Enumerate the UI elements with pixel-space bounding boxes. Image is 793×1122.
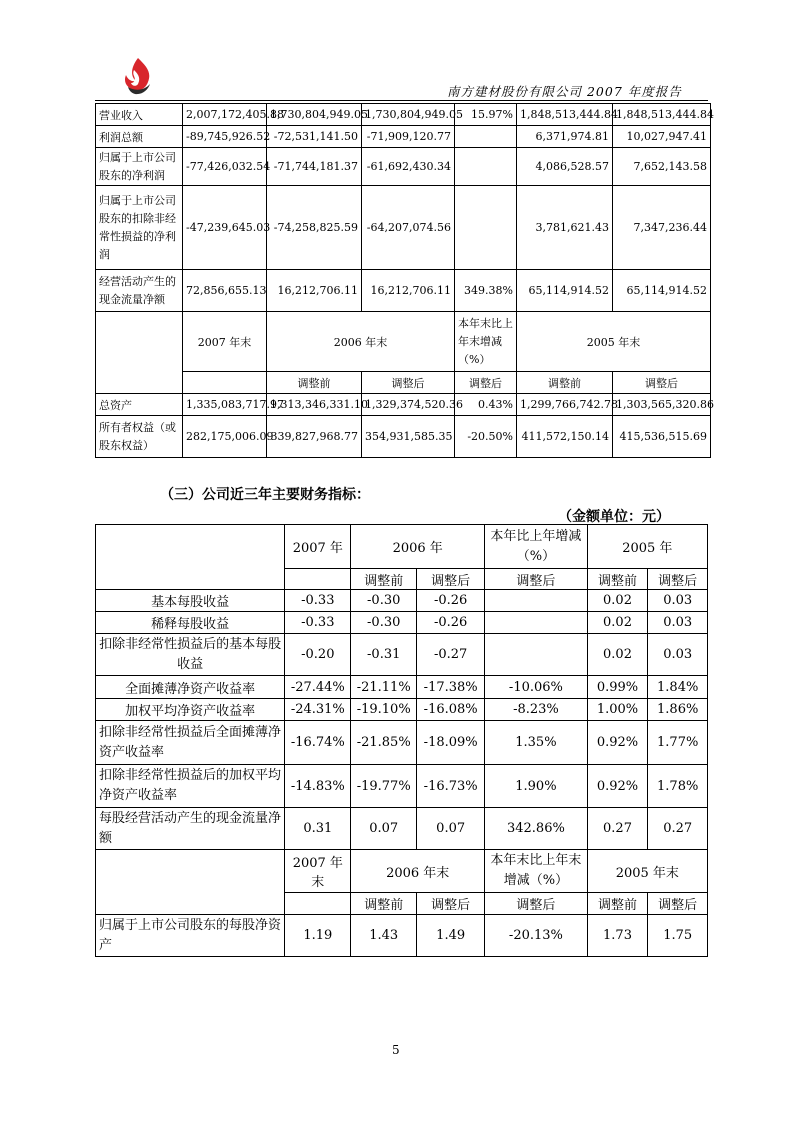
- empty-cell: [285, 569, 351, 590]
- table-row: [96, 148, 711, 186]
- unit-label: （金额单位：元）: [558, 509, 670, 525]
- cell-value: [455, 148, 517, 186]
- sub-header-after: 调整后: [455, 372, 517, 394]
- cell-value: -20.50%: [455, 416, 517, 458]
- row-label: 基本每股收益: [96, 590, 285, 612]
- cell-value: -17.38%: [417, 676, 485, 699]
- empty-corner-cell: [96, 525, 285, 590]
- cell-value: 0.02: [587, 634, 648, 676]
- cell-value: 1.90%: [485, 765, 588, 808]
- cell-value: 339,827,968.77: [267, 416, 362, 458]
- cell-value: -19.10%: [351, 699, 417, 721]
- row-label: 营业收入: [96, 104, 183, 126]
- empty-corner-cell: [96, 850, 285, 915]
- cell-value: -74,258,825.59: [267, 186, 362, 270]
- page-number: 5: [392, 1043, 400, 1057]
- empty-cell: [285, 893, 351, 915]
- cell-value: [455, 126, 517, 148]
- table-row: [96, 676, 708, 699]
- cell-value: 0.07: [351, 808, 417, 850]
- row-label: 归属于上市公司股东的扣除非经常性损益的净利润: [96, 186, 183, 270]
- table-row: [96, 765, 708, 808]
- cell-value: 16,212,706.11: [362, 270, 455, 312]
- cell-value: 1.49: [417, 915, 485, 957]
- financial-indicators-table: [95, 524, 708, 957]
- empty-cell: [183, 372, 267, 394]
- table-row: [96, 186, 711, 270]
- report-header-title: 南方建材股份有限公司 2007 年度报告: [447, 84, 682, 99]
- cell-value: 0.03: [648, 612, 708, 634]
- cell-value: 0.31: [285, 808, 351, 850]
- header-divider: [95, 100, 708, 101]
- cell-value: 1.19: [285, 915, 351, 957]
- cell-value: 1,848,513,444.84: [613, 104, 711, 126]
- cell-value: [485, 634, 588, 676]
- cell-value: 1.86%: [648, 699, 708, 721]
- cell-value: 4,086,528.57: [517, 148, 613, 186]
- row-label: 扣除非经常性损益后的基本每股收益: [96, 634, 285, 676]
- cell-value: 1,303,565,320.86: [613, 394, 711, 416]
- cell-value: 1,848,513,444.84: [517, 104, 613, 126]
- cell-value: -24.31%: [285, 699, 351, 721]
- cell-value: 354,931,585.35: [362, 416, 455, 458]
- sub-header-row: [96, 372, 711, 394]
- cell-value: 15.97%: [455, 104, 517, 126]
- cell-value: 16,212,706.11: [267, 270, 362, 312]
- cell-value: 1.84%: [648, 676, 708, 699]
- cell-value: 1,335,083,717.97: [183, 394, 267, 416]
- sub-header-after: 调整后: [362, 372, 455, 394]
- cell-value: -0.33: [285, 590, 351, 612]
- cell-value: 282,175,006.09: [183, 416, 267, 458]
- column-header-2006: 2006 年末: [267, 312, 455, 372]
- sub-header-before: 调整前: [517, 372, 613, 394]
- cell-value: 7,652,143.58: [613, 148, 711, 186]
- cell-value: 0.43%: [455, 394, 517, 416]
- cell-value: 1.43: [351, 915, 417, 957]
- column-header-2006: 2006 年末: [351, 850, 485, 893]
- cell-value: 0.03: [648, 634, 708, 676]
- sub-header-before: 调整前: [587, 569, 648, 590]
- company-logo-icon: [118, 56, 158, 96]
- cell-value: 0.02: [587, 590, 648, 612]
- table-row: [96, 590, 708, 612]
- period-header-row: [96, 312, 711, 372]
- period-header-row: [96, 850, 708, 893]
- cell-value: -72,531,141.50: [267, 126, 362, 148]
- cell-value: 411,572,150.14: [517, 416, 613, 458]
- cell-value: -27.44%: [285, 676, 351, 699]
- cell-value: 0.92%: [587, 721, 648, 765]
- cell-value: -71,744,181.37: [267, 148, 362, 186]
- sub-header-after: 调整后: [648, 569, 708, 590]
- cell-value: -64,207,074.56: [362, 186, 455, 270]
- cell-value: -10.06%: [485, 676, 588, 699]
- cell-value: 3,781,621.43: [517, 186, 613, 270]
- table-row: [96, 126, 711, 148]
- cell-value: [455, 186, 517, 270]
- row-label: 总资产: [96, 394, 183, 416]
- row-label: 归属于上市公司股东的净利润: [96, 148, 183, 186]
- column-header-2007: 2007 年末: [183, 312, 267, 372]
- column-header-2005: 2005 年: [587, 525, 707, 569]
- cell-value: 0.27: [648, 808, 708, 850]
- cell-value: -16.74%: [285, 721, 351, 765]
- table-row: [96, 699, 708, 721]
- cell-value: -16.08%: [417, 699, 485, 721]
- sub-header-after: 调整后: [417, 569, 485, 590]
- column-header-change: 本年末比上年末增减（%）: [485, 850, 588, 893]
- cell-value: -0.27: [417, 634, 485, 676]
- cell-value: 72,856,655.13: [183, 270, 267, 312]
- sub-header-before: 调整前: [587, 893, 648, 915]
- cell-value: -14.83%: [285, 765, 351, 808]
- cell-value: 65,114,914.52: [517, 270, 613, 312]
- cell-value: 342.86%: [485, 808, 588, 850]
- cell-value: 2,007,172,405.88: [183, 104, 267, 126]
- sub-header-after: 调整后: [613, 372, 711, 394]
- row-label: 每股经营活动产生的现金流量净额: [96, 808, 285, 850]
- cell-value: -18.09%: [417, 721, 485, 765]
- table-row: [96, 612, 708, 634]
- cell-value: 1,730,804,949.05: [267, 104, 362, 126]
- cell-value: 0.92%: [587, 765, 648, 808]
- cell-value: [485, 612, 588, 634]
- row-label: 扣除非经常性损益后全面摊薄净资产收益率: [96, 721, 285, 765]
- column-header-change: 本年比上年增减（%）: [485, 525, 588, 569]
- table-row: [96, 270, 711, 312]
- table-row: [96, 721, 708, 765]
- cell-value: -0.30: [351, 612, 417, 634]
- row-label: 稀释每股收益: [96, 612, 285, 634]
- cell-value: -47,239,645.03: [183, 186, 267, 270]
- cell-value: 0.07: [417, 808, 485, 850]
- cell-value: -0.26: [417, 612, 485, 634]
- cell-value: -0.26: [417, 590, 485, 612]
- cell-value: 1.00%: [587, 699, 648, 721]
- section-title: （三）公司近三年主要财务指标：: [160, 487, 370, 503]
- cell-value: 7,347,236.44: [613, 186, 711, 270]
- cell-value: -0.33: [285, 612, 351, 634]
- cell-value: 1,329,374,520.36: [362, 394, 455, 416]
- column-header-change: 本年末比上年末增减（%）: [455, 312, 517, 372]
- table-row: [96, 808, 708, 850]
- sub-header-before: 调整前: [351, 569, 417, 590]
- cell-value: -0.20: [285, 634, 351, 676]
- cell-value: -89,745,926.52: [183, 126, 267, 148]
- cell-value: -21.11%: [351, 676, 417, 699]
- empty-corner-cell: [96, 312, 183, 394]
- cell-value: -0.31: [351, 634, 417, 676]
- column-header-2007: 2007 年: [285, 525, 351, 569]
- cell-value: 1,730,804,949.05: [362, 104, 455, 126]
- table-row: [96, 394, 711, 416]
- cell-value: 65,114,914.52: [613, 270, 711, 312]
- column-header-2005: 2005 年末: [517, 312, 711, 372]
- cell-value: 349.38%: [455, 270, 517, 312]
- sub-header-after: 调整后: [485, 893, 588, 915]
- cell-value: 1.77%: [648, 721, 708, 765]
- cell-value: 10,027,947.41: [613, 126, 711, 148]
- row-label: 利润总额: [96, 126, 183, 148]
- cell-value: 0.02: [587, 612, 648, 634]
- cell-value: -19.77%: [351, 765, 417, 808]
- sub-header-after: 调整后: [485, 569, 588, 590]
- column-header-2007: 2007 年末: [285, 850, 351, 893]
- sub-header-before: 调整前: [267, 372, 362, 394]
- cell-value: -71,909,120.77: [362, 126, 455, 148]
- cell-value: 0.03: [648, 590, 708, 612]
- cell-value: -21.85%: [351, 721, 417, 765]
- cell-value: -16.73%: [417, 765, 485, 808]
- row-label: 所有者权益（或股东权益）: [96, 416, 183, 458]
- sub-header-before: 调整前: [351, 893, 417, 915]
- cell-value: 6,371,974.81: [517, 126, 613, 148]
- financial-data-table: [95, 103, 714, 458]
- cell-value: -61,692,430.34: [362, 148, 455, 186]
- cell-value: 1.73: [587, 915, 648, 957]
- table-row: [96, 915, 708, 957]
- row-label: 经营活动产生的现金流量净额: [96, 270, 183, 312]
- sub-header-after: 调整后: [417, 893, 485, 915]
- cell-value: 1.75: [648, 915, 708, 957]
- row-label: 归属于上市公司股东的每股净资产: [96, 915, 285, 957]
- table-row: [96, 104, 711, 126]
- row-label: 扣除非经常性损益后的加权平均净资产收益率: [96, 765, 285, 808]
- cell-value: 1.78%: [648, 765, 708, 808]
- sub-header-after: 调整后: [648, 893, 708, 915]
- cell-value: 1,313,346,331.10: [267, 394, 362, 416]
- cell-value: -8.23%: [485, 699, 588, 721]
- column-header-2006: 2006 年: [351, 525, 485, 569]
- cell-value: -0.30: [351, 590, 417, 612]
- row-label: 加权平均净资产收益率: [96, 699, 285, 721]
- row-label: 全面摊薄净资产收益率: [96, 676, 285, 699]
- column-header-2005: 2005 年末: [587, 850, 707, 893]
- cell-value: -77,426,032.54: [183, 148, 267, 186]
- cell-value: -20.13%: [485, 915, 588, 957]
- cell-value: 0.27: [587, 808, 648, 850]
- header-row: [96, 525, 708, 569]
- cell-value: 0.99%: [587, 676, 648, 699]
- cell-value: 1.35%: [485, 721, 588, 765]
- cell-value: [485, 590, 588, 612]
- cell-value: 1,299,766,742.78: [517, 394, 613, 416]
- table-row: [96, 634, 708, 676]
- table-row: [96, 416, 711, 458]
- cell-value: 415,536,515.69: [613, 416, 711, 458]
